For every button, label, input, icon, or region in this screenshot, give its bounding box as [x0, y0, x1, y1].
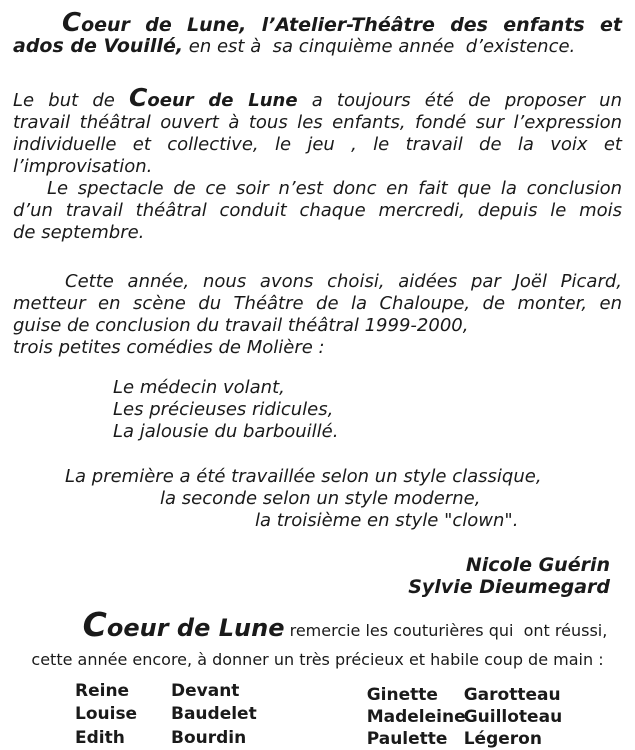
last-name-cell: Garotteau [463, 685, 561, 705]
last-name-cell: Légeron [463, 729, 542, 749]
style-line: La première a été travaillée selon un style classique, [65, 466, 542, 487]
intro-paragraph [13, 8, 622, 57]
play-item: Le médecin volant, [113, 377, 285, 398]
thanks-line-2: cette année encore, à donner un très précieux et habile coup de main : [31, 650, 604, 669]
intro-line-2 [13, 36, 622, 57]
drop-cap-initial: C [129, 83, 148, 112]
plays-list [113, 377, 622, 443]
thanks-paragraph [13, 607, 622, 670]
style-line: la troisième en style "clown". [255, 510, 519, 531]
purpose-line-4: l’improvisation. [13, 156, 153, 177]
intro-regular-segment: en est à sa cinquième année d’existence. [183, 36, 576, 57]
signature-line: Nicole Guérin [465, 554, 610, 576]
first-name-cell: Louise [75, 704, 138, 725]
last-name-cell: Baudelet [171, 704, 257, 725]
brand-name-bold: oeur de Lune [106, 614, 285, 642]
names-left-group [75, 680, 257, 750]
brand-title-bold: oeur de Lune, l’Atelier-Théâtre des enfants et [81, 14, 622, 36]
this-year-line-2: metteur en scène du Théâtre de la Chaloupe, de monter, en [13, 293, 622, 314]
last-name-cell: Guilloteau [463, 707, 563, 727]
this-year-line-3: guise de conclusion du travail théâtral 1999-2000, [13, 315, 469, 336]
brand-name-bold: oeur de Lune [147, 90, 298, 111]
purpose-line-1 [13, 83, 622, 112]
play-item: La jalousie du barbouillé. [113, 421, 339, 442]
play-item: Les précieuses ridicules, [113, 399, 334, 420]
last-name-cell: Devant [171, 681, 240, 701]
text-segment: Le but de [13, 90, 130, 111]
this-year-line-4: trois petites comédies de Molière : [13, 337, 325, 358]
purpose-line-6: d’un travail théâtral conduit chaque mercredi, depuis le mois [13, 200, 622, 221]
intro-line-1 [13, 8, 622, 38]
first-name-cell: Paulette [366, 729, 448, 749]
text-segment: remercie les couturières qui ont réussi, [284, 621, 608, 640]
couturieres-names [13, 680, 622, 750]
names-right-group [367, 684, 562, 750]
this-year-paragraph [13, 271, 622, 359]
drop-cap-initial: C [62, 8, 82, 38]
purpose-line-7: de septembre. [13, 222, 145, 243]
first-name-cell: Reine [75, 681, 130, 701]
purpose-line-2: travail théâtral ouvert à tous les enfants, fondé sur l’expression [13, 112, 622, 133]
styles-paragraph [13, 466, 622, 532]
signature-line: Sylvie Dieumegard [408, 576, 610, 598]
style-line: la seconde selon un style moderne, [160, 488, 481, 509]
this-year-line-1: Cette année, nous avons choisi, aidées par Joël Picard, [65, 271, 622, 292]
purpose-line-5: Le spectacle de ce soir n’est donc en fait que la conclusion [47, 178, 622, 199]
purpose-paragraph [13, 83, 622, 244]
text-segment: a toujours été de proposer un [297, 90, 622, 111]
signatures [13, 554, 622, 598]
drop-cap-initial: C [82, 605, 107, 644]
first-name-cell: Ginette [366, 685, 438, 705]
thanks-line-1 [13, 607, 622, 649]
intro-bold-segment: ados de Vouillé, [13, 35, 184, 57]
last-name-cell: Bourdin [171, 727, 247, 748]
purpose-line-3: individuelle et collective, le jeu , le travail de la voix et [13, 134, 622, 155]
first-name-cell: Madeleine [366, 707, 466, 727]
first-name-cell: Edith [75, 727, 125, 748]
